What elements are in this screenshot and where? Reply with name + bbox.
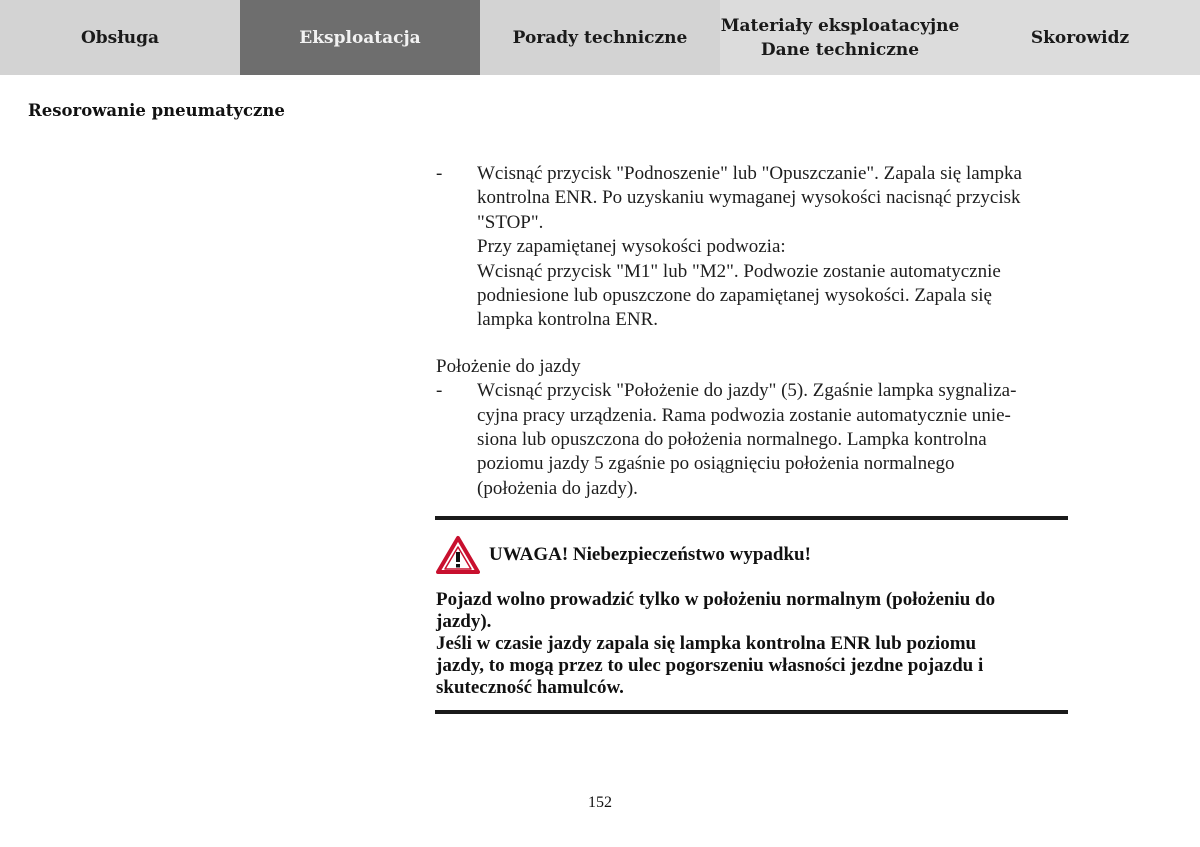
- subheading: Położenie do jazdy: [436, 355, 581, 377]
- text-line: Wcisnąć przycisk "Położenie do jazdy" (5). Zgaśnie lampka sygnaliza-: [477, 380, 1017, 402]
- text-line: Wcisnąć przycisk "Podnoszenie" lub "Opuszczanie". Zapala się lampka: [477, 163, 1022, 184]
- text-line: podniesione lub opuszczone do zapamiętanej wysokości. Zapala się: [477, 285, 992, 307]
- instruction-text: [477, 379, 1076, 501]
- tab-skorowidz[interactable]: [960, 0, 1200, 75]
- chapter-tabs: [0, 0, 1200, 75]
- warning-line: jazdy, to mogą przez to ulec pogorszeniu własności jezdne pojazdu i: [436, 655, 984, 676]
- warning-text: [436, 589, 1061, 699]
- tab-label: Eksploatacja: [299, 27, 421, 48]
- tab-materialy-eksploatacyjne[interactable]: [720, 0, 960, 75]
- text-line: Wcisnąć przycisk "M1" lub "M2". Podwozie zostanie automatycznie: [477, 260, 1001, 282]
- warning-line: skuteczność hamulców.: [436, 677, 624, 698]
- tab-label: Obsługa: [80, 27, 160, 48]
- tab-label-line-1: Materiały eksploatacyjne: [720, 15, 960, 36]
- instruction-text: [477, 162, 1076, 333]
- tab-obsluga[interactable]: [0, 0, 240, 75]
- section-title: Resorowanie pneumatyczne: [28, 101, 285, 120]
- warning-line: jazdy).: [436, 611, 492, 632]
- list-dash: -: [436, 380, 443, 402]
- tab-label: Porady techniczne: [512, 27, 688, 48]
- tab-porady-techniczne[interactable]: [480, 0, 720, 75]
- warning-top-rule: [435, 516, 1068, 520]
- instruction-item-raise-lower: [436, 162, 1076, 333]
- warning-triangle-icon: [436, 535, 480, 575]
- text-line: (położenia do jazdy).: [477, 477, 638, 499]
- page-number: 152: [588, 794, 612, 811]
- warning-title: UWAGA! Niebezpieczeństwo wypadku!: [489, 544, 811, 565]
- text-line: lampka kontrolna ENR.: [477, 309, 658, 331]
- text-line: siona lub opuszczona do położenia normalnego. Lampka kontrolna: [477, 429, 987, 451]
- tab-eksploatacja[interactable]: [240, 0, 480, 75]
- instruction-item-driving-position: [436, 379, 1076, 501]
- text-line: cyjna pracy urządzenia. Rama podwozia zostanie automatycznie unie-: [477, 404, 1011, 426]
- warning-header: [436, 535, 811, 575]
- text-line: "STOP".: [477, 211, 544, 233]
- warning-line: Jeśli w czasie jazdy zapala się lampka kontrolna ENR lub poziomu: [436, 633, 977, 654]
- text-line: poziomu jazdy 5 zgaśnie po osiągnięciu położenia normalnego: [477, 453, 955, 475]
- warning-line: Pojazd wolno prowadzić tylko w położeniu normalnym (położeniu do: [436, 589, 996, 610]
- warning-bottom-rule: [435, 710, 1068, 714]
- tab-label: Skorowidz: [1030, 27, 1130, 48]
- text-line: Przy zapamiętanej wysokości podwozia:: [477, 236, 786, 258]
- tab-label-line-2: Dane techniczne: [760, 39, 920, 60]
- instructions: [436, 162, 1076, 501]
- text-line: kontrolna ENR. Po uzyskaniu wymaganej wysokości nacisnąć przycisk: [477, 187, 1021, 209]
- list-dash: -: [436, 163, 443, 184]
